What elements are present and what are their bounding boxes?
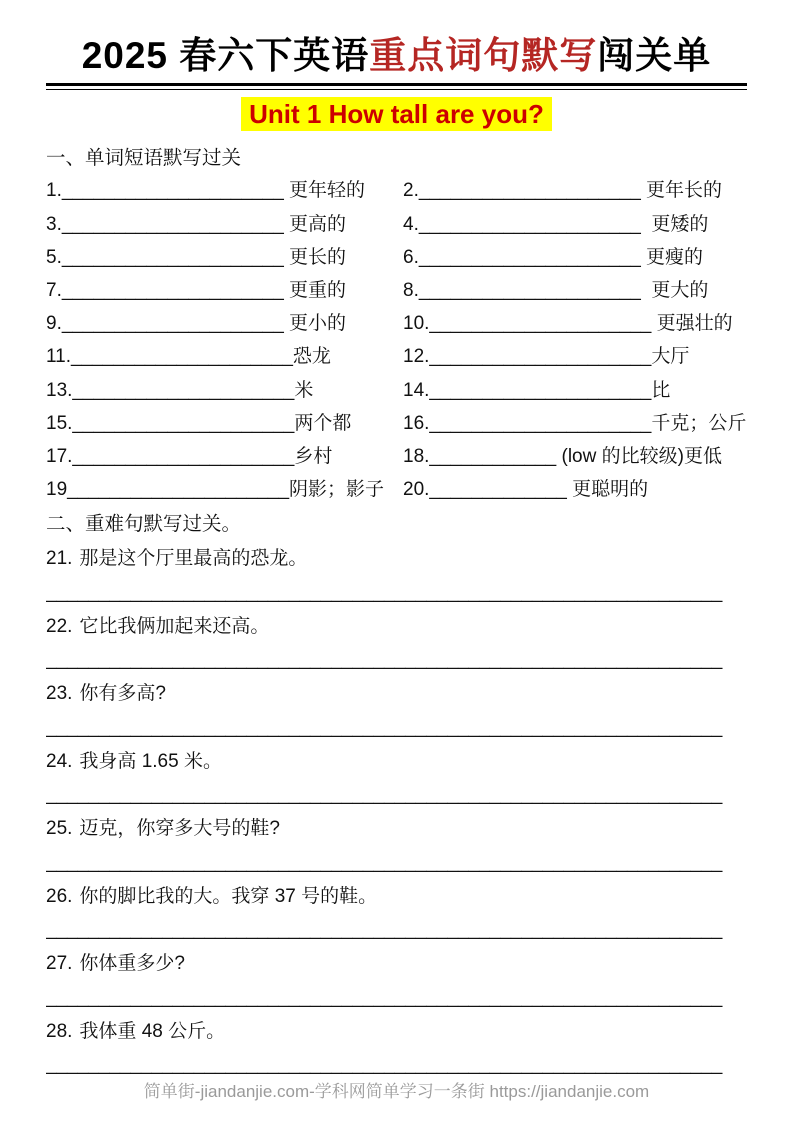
item-number: 13. bbox=[46, 379, 73, 401]
section-2-heading: 二、重难句默写过关。 bbox=[46, 513, 242, 536]
sentence-prompt: 我身高 1.65 米。 bbox=[79, 750, 222, 772]
item-number: 19 bbox=[46, 479, 68, 501]
item-hint: (low 的比较级)更低 bbox=[556, 446, 722, 468]
fill-in-blank: _____________________ bbox=[429, 346, 652, 368]
answer-line: ________________________________________________________________ bbox=[46, 919, 723, 941]
word-item-6 bbox=[403, 241, 747, 274]
fill-in-blank: _____________________ bbox=[61, 313, 284, 335]
word-item-17 bbox=[46, 440, 403, 473]
item-number: 1. bbox=[46, 180, 62, 202]
word-item-15 bbox=[46, 407, 403, 440]
title-part-black-2: 闯关单 bbox=[597, 35, 712, 76]
fill-in-blank: _____________________ bbox=[67, 479, 290, 501]
sentence-prompt: 迈克，你穿多大号的鞋? bbox=[79, 818, 280, 840]
item-number: 6. bbox=[403, 246, 419, 268]
word-item-10 bbox=[403, 307, 747, 340]
item-hint: 恐龙 bbox=[292, 346, 331, 368]
unit-title: Unit 1 How tall are you? bbox=[241, 97, 552, 131]
sentence-number: 26. bbox=[46, 885, 73, 907]
item-hint: 更大的 bbox=[640, 280, 709, 301]
fill-in-blank: ____________ bbox=[429, 446, 557, 468]
word-item-12 bbox=[403, 340, 747, 373]
sentence-number: 21. bbox=[46, 548, 73, 570]
item-number: 15. bbox=[46, 412, 73, 434]
sentence-text bbox=[46, 943, 747, 979]
word-item-20 bbox=[403, 473, 747, 506]
fill-in-blank: _____________________ bbox=[61, 180, 284, 202]
fill-in-blank: _____________ bbox=[429, 479, 567, 501]
sentence-number: 24. bbox=[46, 750, 73, 772]
item-hint: 比 bbox=[651, 379, 671, 401]
sentence-item-26 bbox=[46, 876, 747, 944]
fill-in-blank: _____________________ bbox=[418, 213, 641, 235]
word-item-14 bbox=[403, 374, 747, 407]
fill-in-blank: _____________________ bbox=[71, 346, 293, 368]
title-part-black-1: 2025 春六下英语 bbox=[81, 35, 370, 76]
item-number: 9. bbox=[46, 313, 62, 335]
word-item-16 bbox=[403, 407, 747, 440]
fill-in-blank: _____________________ bbox=[61, 280, 284, 301]
fill-in-blank: _____________________ bbox=[429, 313, 652, 335]
word-item-4 bbox=[403, 208, 747, 241]
fill-in-blank: _____________________ bbox=[418, 280, 641, 301]
sentence-text bbox=[46, 1011, 747, 1047]
item-hint: 更强壮的 bbox=[651, 313, 733, 335]
fill-in-blank: _____________________ bbox=[429, 379, 652, 401]
sentence-item-24 bbox=[46, 741, 747, 809]
sentence-text bbox=[46, 876, 747, 912]
sentence-number: 28. bbox=[46, 1020, 73, 1042]
sentence-prompt: 你体重多少? bbox=[79, 953, 185, 975]
item-hint: 更小的 bbox=[283, 313, 347, 335]
unit-title-row bbox=[46, 97, 747, 136]
item-number: 5. bbox=[46, 246, 62, 268]
word-item-5 bbox=[46, 241, 403, 274]
sentence-number: 25. bbox=[46, 818, 73, 840]
sentence-text bbox=[46, 606, 747, 642]
word-item-3 bbox=[46, 208, 403, 241]
sentence-item-21 bbox=[46, 538, 747, 606]
item-number: 3. bbox=[46, 213, 62, 235]
fill-in-blank: _____________________ bbox=[72, 412, 295, 434]
item-hint: 阴影；影子 bbox=[289, 479, 385, 501]
sentence-list bbox=[46, 538, 747, 1078]
fill-in-blank: _____________________ bbox=[418, 246, 641, 268]
item-hint: 更矮的 bbox=[640, 213, 709, 235]
item-hint: 米 bbox=[294, 379, 314, 401]
title-part-red: 重点词句默写 bbox=[369, 35, 598, 76]
item-number: 8. bbox=[403, 280, 419, 301]
answer-line: ________________________________________________________________ bbox=[46, 851, 723, 873]
item-hint: 大厅 bbox=[651, 346, 690, 368]
fill-in-blank: _____________________ bbox=[418, 180, 641, 202]
sentence-number: 22. bbox=[46, 615, 73, 637]
word-item-9 bbox=[46, 307, 403, 340]
item-number: 7. bbox=[46, 280, 62, 301]
item-number: 11. bbox=[46, 346, 72, 368]
sentence-item-28 bbox=[46, 1011, 747, 1079]
item-hint: 更聪明的 bbox=[566, 479, 649, 501]
word-items-grid bbox=[46, 174, 747, 506]
word-item-19 bbox=[46, 473, 403, 506]
double-rule-divider bbox=[46, 83, 747, 90]
footer-watermark: 简单街-jiandanjie.com-学科网简单学习一条街 https://jiandanjie.com bbox=[143, 1082, 650, 1102]
sentence-number: 23. bbox=[46, 683, 73, 705]
sentence-text bbox=[46, 808, 747, 844]
answer-line: ________________________________________________________________ bbox=[46, 784, 723, 806]
fill-in-blank: _____________________ bbox=[72, 446, 295, 468]
item-number: 17. bbox=[46, 446, 73, 468]
item-hint: 更高的 bbox=[283, 213, 347, 235]
item-hint: 更年轻的 bbox=[283, 180, 366, 202]
answer-line: ________________________________________________________________ bbox=[46, 716, 723, 738]
sentence-prompt: 你的脚比我的大。我穿 37 号的鞋。 bbox=[79, 885, 378, 907]
answer-line: ________________________________________________________________ bbox=[46, 649, 723, 671]
fill-in-blank: _____________________ bbox=[61, 213, 284, 235]
answer-line: ________________________________________________________________ bbox=[46, 986, 723, 1008]
sentence-prompt: 我体重 48 公斤。 bbox=[79, 1020, 226, 1042]
item-number: 2. bbox=[403, 180, 419, 202]
word-item-8 bbox=[403, 274, 747, 307]
item-number: 4. bbox=[403, 213, 419, 235]
sentence-number: 27. bbox=[46, 953, 73, 975]
item-hint: 两个都 bbox=[294, 412, 352, 434]
item-number: 20. bbox=[403, 479, 430, 501]
item-number: 12. bbox=[403, 346, 430, 368]
section-1-heading: 一、单词短语默写过关 bbox=[46, 147, 242, 170]
word-item-18 bbox=[403, 440, 747, 473]
sentence-text bbox=[46, 741, 747, 777]
sentence-prompt: 那是这个厅里最高的恐龙。 bbox=[79, 548, 308, 570]
item-number: 10. bbox=[403, 313, 430, 335]
word-item-13 bbox=[46, 374, 403, 407]
answer-line: ________________________________________________________________ bbox=[46, 581, 723, 603]
fill-in-blank: _____________________ bbox=[72, 379, 295, 401]
answer-line: ________________________________________________________________ bbox=[46, 1054, 723, 1076]
item-hint: 更长的 bbox=[283, 246, 347, 268]
item-number: 18. bbox=[403, 446, 430, 468]
sentence-text bbox=[46, 538, 747, 574]
sentence-item-22 bbox=[46, 606, 747, 674]
sentence-item-27 bbox=[46, 943, 747, 1011]
fill-in-blank: _____________________ bbox=[429, 412, 652, 434]
item-hint: 千克；公斤 bbox=[651, 412, 747, 434]
item-hint: 更年长的 bbox=[640, 180, 723, 202]
sentence-prompt: 它比我俩加起来还高。 bbox=[79, 615, 270, 637]
fill-in-blank: _____________________ bbox=[61, 246, 284, 268]
sentence-item-23 bbox=[46, 673, 747, 741]
item-number: 16. bbox=[403, 412, 430, 434]
word-item-11 bbox=[46, 340, 403, 373]
sentence-text bbox=[46, 673, 747, 709]
item-number: 14. bbox=[403, 379, 430, 401]
word-item-1 bbox=[46, 174, 403, 207]
word-item-7 bbox=[46, 274, 403, 307]
sentence-item-25 bbox=[46, 808, 747, 876]
item-hint: 乡村 bbox=[294, 446, 333, 468]
item-hint: 更瘦的 bbox=[640, 246, 704, 268]
page-title bbox=[46, 34, 747, 78]
item-hint: 更重的 bbox=[283, 280, 347, 301]
sentence-prompt: 你有多高? bbox=[79, 683, 166, 705]
word-item-2 bbox=[403, 174, 747, 207]
